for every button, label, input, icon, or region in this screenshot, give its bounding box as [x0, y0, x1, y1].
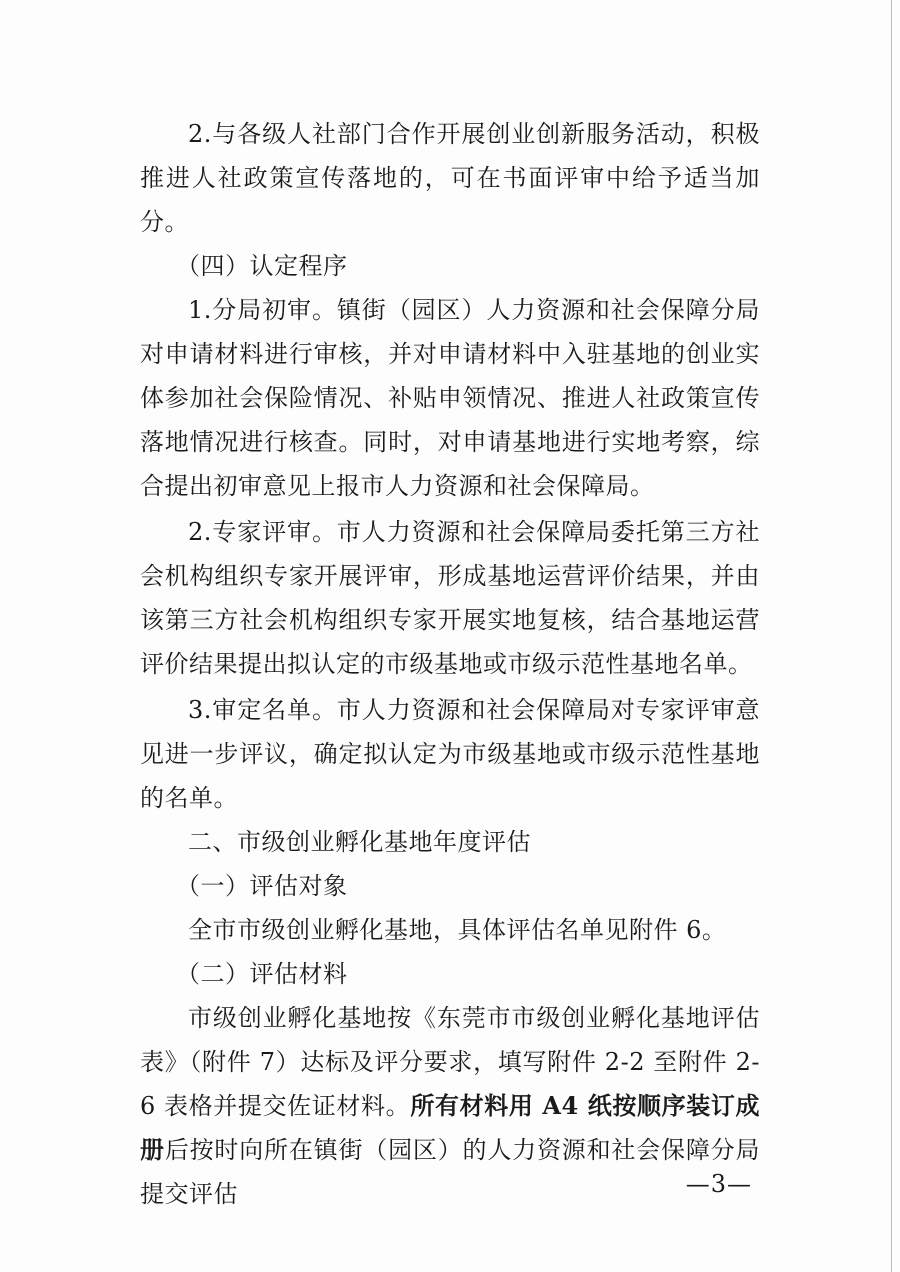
page-number: —3—	[685, 1170, 752, 1198]
materials-text-part2: 后按时向所在镇街（园区）的人力资源和社会保障分局提交评估	[140, 1136, 760, 1208]
paragraph-evaluation-materials	[140, 996, 760, 1216]
materials-text-bold: 所有材料用 A4 纸按顺序装订成册	[140, 1091, 761, 1164]
paragraph-final-list: 3.审定名单。市人力资源和社会保障局对专家评审意见进一步评议，确定拟认定为市级基地或市级示范性基地的名单。	[140, 696, 760, 812]
paragraph-evaluation-target: 全市市级创业孵化基地，具体评估名单见附件 6。	[188, 916, 727, 944]
page-edge-line	[891, 0, 892, 1272]
materials-text-part1: 市级创业孵化基地按《东莞市市级创业孵化基地评估表》（附件 7）达标及评分要求，填写附件 2-2 至附件 2-6 表格并提交佐证材料。	[140, 1004, 760, 1120]
document-body	[140, 112, 760, 1216]
heading-evaluation-target: （一）评估对象	[176, 872, 348, 900]
paragraph-bonus-points: 2.与各级人社部门合作开展创业创新服务活动，积极推进人社政策宣传落地的，可在书面评审中给予适当加分。	[140, 120, 760, 236]
heading-annual-evaluation: 二、市级创业孵化基地年度评估	[188, 828, 531, 856]
paragraph-preliminary-review: 1.分局初审。镇街（园区）人力资源和社会保障分局对申请材料进行审核，并对申请材料中入驻基地的创业实体参加社会保险情况、补贴申领情况、推进人社政策宣传落地情况进行核查。同时，对申请基地进行实地考察，综合提出初审意见上报市人力资源和社会保障局。	[140, 296, 760, 500]
heading-procedure: （四）认定程序	[176, 252, 348, 280]
paragraph-expert-review: 2.专家评审。市人力资源和社会保障局委托第三方社会机构组织专家开展评审，形成基地运营评价结果，并由该第三方社会机构组织专家开展实地复核，结合基地运营评价结果提出拟认定的市级基地或市级示范性基地名单。	[140, 518, 760, 678]
heading-evaluation-materials: （二）评估材料	[176, 960, 348, 988]
